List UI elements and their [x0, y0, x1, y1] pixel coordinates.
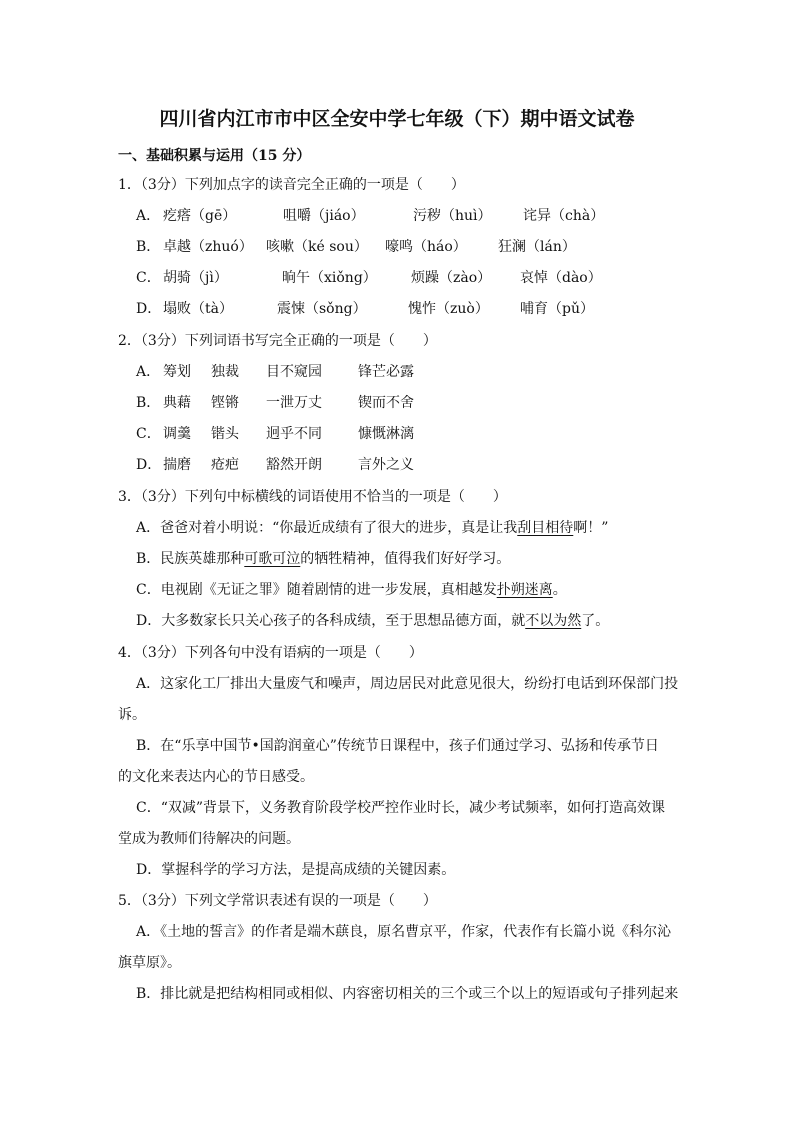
option-item: 晌午（xiǒng） — [282, 270, 377, 286]
option-item: 目不窥园 — [266, 364, 322, 380]
option-label: C． — [136, 426, 161, 442]
question-4-option-a-cont: 诉。 — [118, 707, 146, 723]
option-item: 独裁 — [211, 364, 239, 380]
question-3-stem: 3．（3分）下列句中标横线的词语使用不恰当的一项是（ ） — [118, 489, 507, 505]
option-item: 锴头 — [211, 426, 239, 442]
option-item: 豁然开朗 — [266, 457, 322, 473]
option-item: 筹划 — [163, 364, 191, 380]
option-text: 的牺牲精神，值得我们好好学习。 — [300, 551, 511, 567]
option-item: 诧异（chà） — [523, 208, 605, 224]
question-4-stem: 4．（3分）下列各句中没有语病的一项是（ ） — [118, 645, 423, 661]
question-3-option-d — [136, 612, 609, 630]
option-item: 哺育（pǔ） — [520, 301, 594, 317]
option-text: 啊！” — [573, 520, 609, 536]
option-item: 污秽（huì） — [413, 208, 492, 224]
underlined-term: 不以为然 — [525, 613, 582, 629]
question-4-option-d: D．掌握科学的学习方法，是提高成绩的关键因素。 — [136, 862, 456, 878]
question-4-option-c: C．“双减”背景下，义务教育阶段学校严控作业时长，减少考试频率，如何打造高效课 — [136, 800, 666, 816]
question-4-option-b-cont: 的文化来表达内心的节日感受。 — [118, 769, 314, 785]
option-item: 咀嚼（jiáo） — [283, 208, 365, 224]
question-4-option-a: A．这家化工厂排出大量废气和噪声，周边居民对此意见很大，纷纷打电话到环保部门投 — [136, 676, 679, 692]
question-5-option-a-cont: 旗草原》。 — [118, 955, 181, 971]
option-item: 慷慨淋漓 — [358, 426, 414, 442]
option-item: 揣磨 — [163, 457, 191, 473]
option-label: D． — [136, 457, 162, 473]
question-5-stem: 5．（3分）下列文学常识表述有误的一项是（ ） — [118, 893, 437, 909]
option-item: 疙瘩（gē） — [163, 208, 237, 224]
option-text: B．民族英雄那种 — [136, 551, 245, 567]
option-item: 愧怍（zuò） — [408, 301, 489, 317]
question-1-stem: 1．（3分）下列加点字的读音完全正确的一项是（ ） — [118, 177, 465, 193]
option-text: 。 — [552, 582, 567, 598]
option-item: 疮疤 — [211, 457, 239, 473]
option-text: 了。 — [581, 613, 610, 629]
section-heading: 一、基础积累与运用（15 分） — [118, 148, 311, 164]
option-label: B． — [136, 239, 161, 255]
option-label: A． — [136, 364, 161, 380]
option-item: 典藉 — [163, 395, 191, 411]
option-item: 卓越（zhuó） — [163, 239, 253, 255]
option-label: A． — [136, 208, 161, 224]
option-text: A．爸爸对着小明说：“你最近成绩有了很大的进步，真是让我 — [136, 520, 518, 536]
option-item: 锲而不舍 — [358, 395, 414, 411]
option-item: 一泄万丈 — [266, 395, 322, 411]
question-4-option-c-cont: 堂成为教师们待解决的问题。 — [118, 831, 300, 847]
page-title: 四川省内江市市中区全安中学七年级（下）期中语文试卷 — [159, 108, 635, 130]
option-label: C． — [136, 270, 161, 286]
option-text: D．大多数家长只关心孩子的各科成绩，至于思想品德方面，就 — [136, 613, 526, 629]
option-text: C．电视剧《无证之罪》随着剧情的进一步发展，真相越发 — [136, 582, 497, 598]
question-2-stem: 2．（3分）下列词语书写完全正确的一项是（ ） — [118, 333, 437, 349]
option-item: 迥乎不同 — [266, 426, 322, 442]
underlined-term: 刮目相待 — [517, 520, 574, 536]
underlined-term: 可歌可泣 — [244, 551, 301, 567]
question-3-option-b — [136, 550, 510, 568]
option-label: B． — [136, 395, 161, 411]
question-5-option-a: A．《土地的誓言》的作者是端木蕻良，原名曹京平，作家，代表作有长篇小说《科尔沁 — [136, 924, 672, 940]
question-5-option-b: B．排比就是把结构相同或相似、内容密切相关的三个或三个以上的短语或句子排列起来 — [136, 986, 679, 1002]
option-item: 锋芒必露 — [358, 364, 414, 380]
question-3-option-c — [136, 581, 567, 599]
option-item: 言外之义 — [358, 457, 414, 473]
option-item: 塌败（tà） — [163, 301, 233, 317]
underlined-term: 扑朔迷离 — [496, 582, 553, 598]
option-item: 震悚（sǒng） — [277, 301, 367, 317]
option-item: 狂澜（lán） — [498, 239, 576, 255]
option-item: 铿锵 — [211, 395, 239, 411]
option-item: 调羹 — [163, 426, 191, 442]
question-3-option-a — [136, 519, 608, 537]
question-4-option-b: B．在“乐享中国节•国韵润童心”传统节日课程中，孩子们通过学习、弘扬和传承节日 — [136, 738, 659, 754]
option-item: 哀悼（dào） — [520, 270, 602, 286]
option-item: 嚎鸣（háo） — [385, 239, 467, 255]
option-item: 咳嗽（ké sou） — [266, 239, 368, 255]
option-label: D． — [136, 301, 162, 317]
option-item: 烦躁（zào） — [411, 270, 492, 286]
option-item: 胡骑（jì） — [163, 270, 228, 286]
